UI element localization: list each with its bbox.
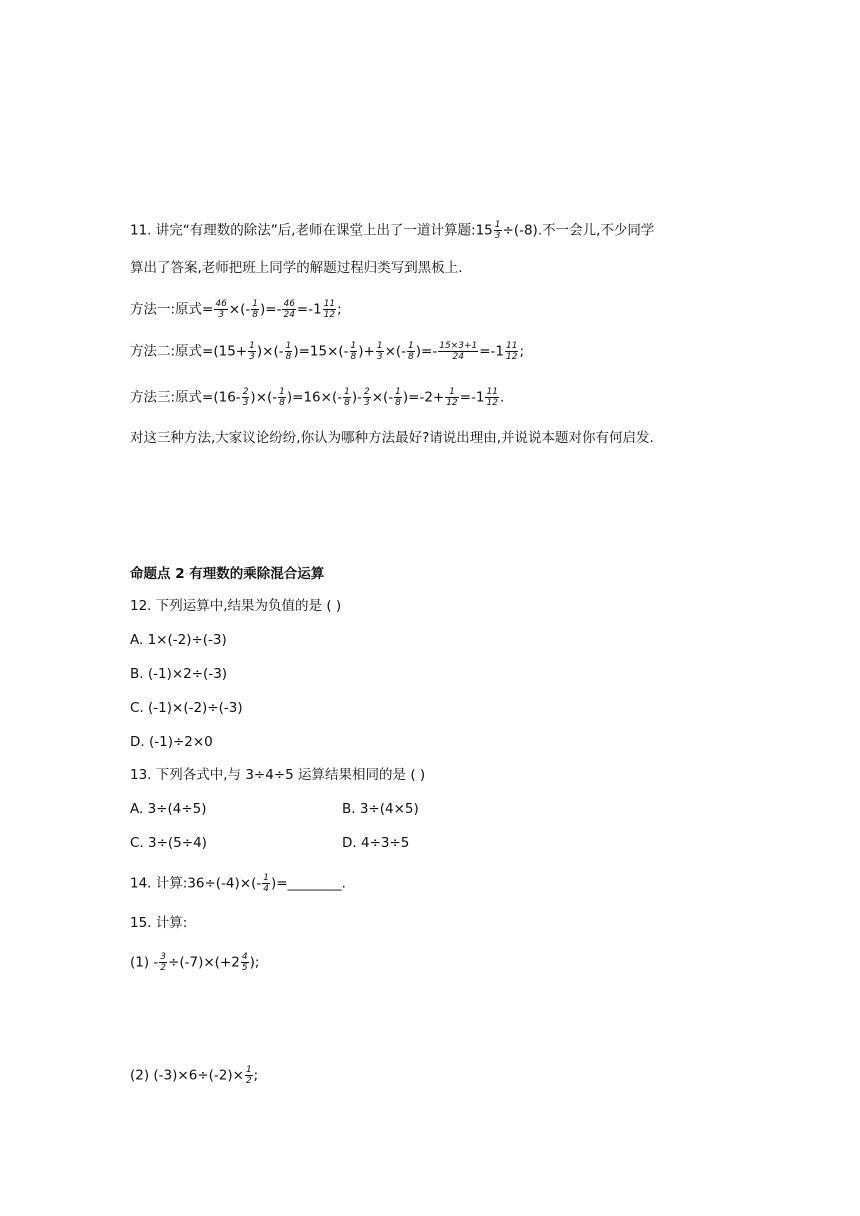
q11-intro-text-b: ÷(-8).不一会儿,不少同学 [502, 222, 655, 239]
q11-intro-line2: 算出了答案,老师把班上同学的解题过程归类写到黑板上. [130, 260, 463, 276]
q14: 14. 计算:36÷(-4)×(- $\frac{1}{4}$ )=________. [130, 873, 346, 894]
q11-intro-fraction: $\frac{1}{3}$ [494, 220, 501, 241]
q12-option-b: B. (-1)×2÷(-3) [130, 666, 228, 682]
q12-option-c: C. (-1)×(-2)÷(-3) [130, 700, 243, 716]
q11-intro-line1 [130, 220, 654, 241]
q15-part2: (2) (-3)×6÷(-2)× $\frac{1}{2}$ ; [130, 1065, 259, 1086]
q15-part1: (1) - $\frac{3}{2}$ ÷(-7)×(+2 $\frac{4}{5}$ ); [130, 952, 260, 973]
q13-stem: 13. 下列各式中,与 3÷4÷5 运算结果相同的是 ( ) [130, 767, 426, 783]
section-heading: 命题点 2 有理数的乘除混合运算 [130, 566, 325, 582]
q11-method1: 方法一:原式= $\frac{46}{3}$ ×(- $\frac{1}{8}$ )=- $\frac{46}{24}$ =-1 $\frac{11}{12}$ ; [130, 299, 342, 320]
q13-option-c: C. 3÷(5÷4) [130, 835, 207, 851]
q12-option-d: D. (-1)÷2×0 [130, 734, 213, 750]
q11-method3: 方法三:原式=(16- $\frac{2}{3}$ )×(- $\frac{1}{8}$ )=16×(- $\frac{1}{8}$ )- $\frac{2}{3}$ ×(- $\frac{1}{8}$ )=-2+ $\frac{1}{12}$ =-1 $\frac{11}{12}$ . [130, 387, 505, 408]
q13-option-b: B. 3÷(4×5) [342, 801, 419, 817]
q12-option-a: A. 1×(-2)÷(-3) [130, 632, 227, 648]
q11-question: 对这三种方法,大家议论纷纷,你认为哪种方法最好?请说出理由,并说说本题对你有何启发. [130, 430, 654, 446]
q11-method2: 方法二:原式=(15+ $\frac{1}{3}$ )×(- $\frac{1}{8}$ )=15×(- $\frac{1}{8}$ )+ $\frac{1}{3}$ ×(- $\frac{1}{8}$ )=- $\frac{15\times 3+1}{24}$ =-1 $\frac{11}{12}$ ; [130, 341, 525, 362]
q13-option-a: A. 3÷(4÷5) [130, 801, 207, 817]
q13-option-d: D. 4÷3÷5 [342, 835, 410, 851]
q12-stem: 12. 下列运算中,结果为负值的是 ( ) [130, 598, 342, 614]
q11-intro-text-a: 11. 讲完“有理数的除法”后,老师在课堂上出了一道计算题:15 [130, 222, 493, 239]
q15-stem: 15. 计算: [130, 915, 188, 931]
